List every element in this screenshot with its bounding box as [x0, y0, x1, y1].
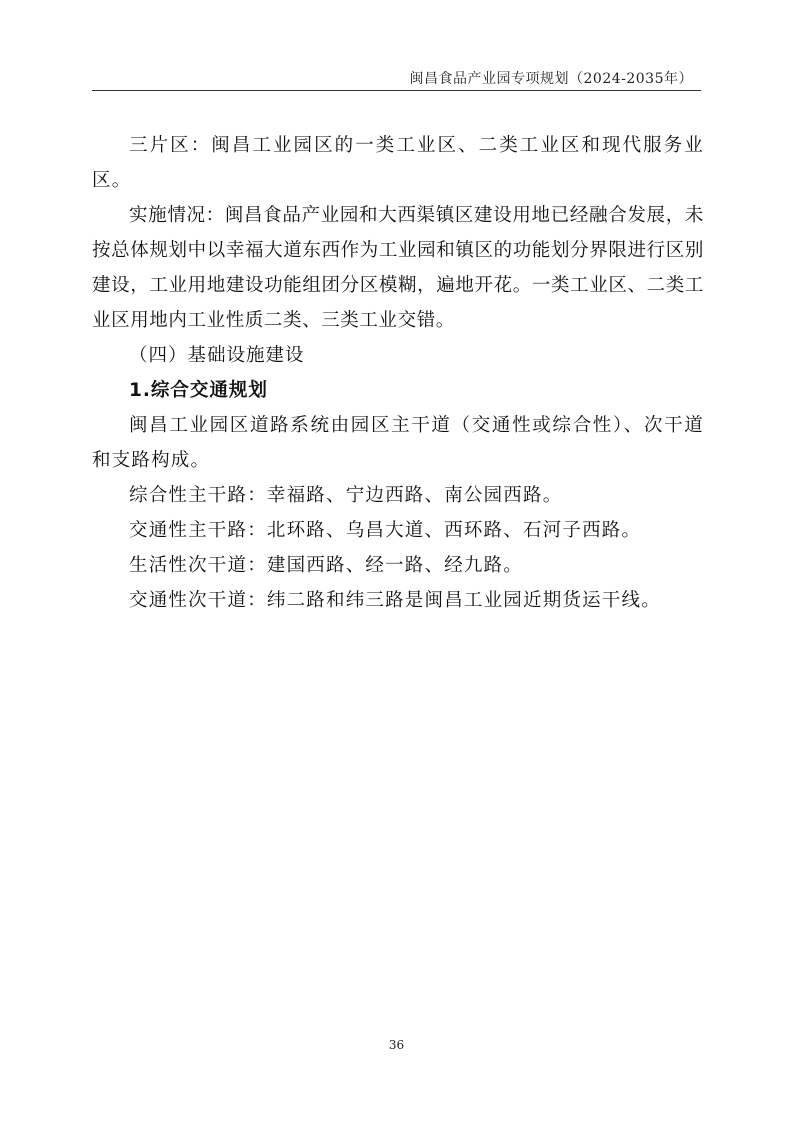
paragraph-traffic-arterials: 交通性主干路：北环路、乌昌大道、西环路、石河子西路。 [129, 520, 642, 541]
paragraph-implementation: 实施情况：闽昌食品产业园和大西渠镇区建设用地已经融合发展，未按总体规划中以幸福大道东西作为工业园和镇区的功能划分界限进行区别建设，工业用地建设功能组团分区模糊，遍地开花。一类工业区、二类工业区用地内工业性质二类、三类工业交错。 [92, 205, 704, 331]
paragraph-road-system: 闽昌工业园区道路系统由园区主干道（交通性或综合性）、次干道和支路构成。 [92, 415, 704, 471]
paragraph-three-zones: 三片区：闽昌工业园区的一类工业区、二类工业区和现代服务业区。 [92, 135, 704, 191]
header-title: 闽昌食品产业园专项规划（2024-2035年） [409, 71, 693, 87]
paragraph-comprehensive-arterials: 综合性主干路：幸福路、宁边西路、南公园西路。 [129, 485, 563, 506]
paragraph-traffic-secondary-roads: 交通性次干道：纬二路和纬三路是闽昌工业园近期货运干线。 [129, 590, 661, 611]
subsection-heading-transport: 1.综合交通规划 [129, 380, 268, 401]
document-body [92, 128, 704, 618]
section-heading-infrastructure: （四）基础设施建设 [129, 345, 305, 366]
paragraph-living-secondary-roads: 生活性次干道：建国西路、经一路、经九路。 [129, 555, 524, 576]
page-header [92, 66, 701, 91]
page-number: 36 [388, 1038, 405, 1052]
